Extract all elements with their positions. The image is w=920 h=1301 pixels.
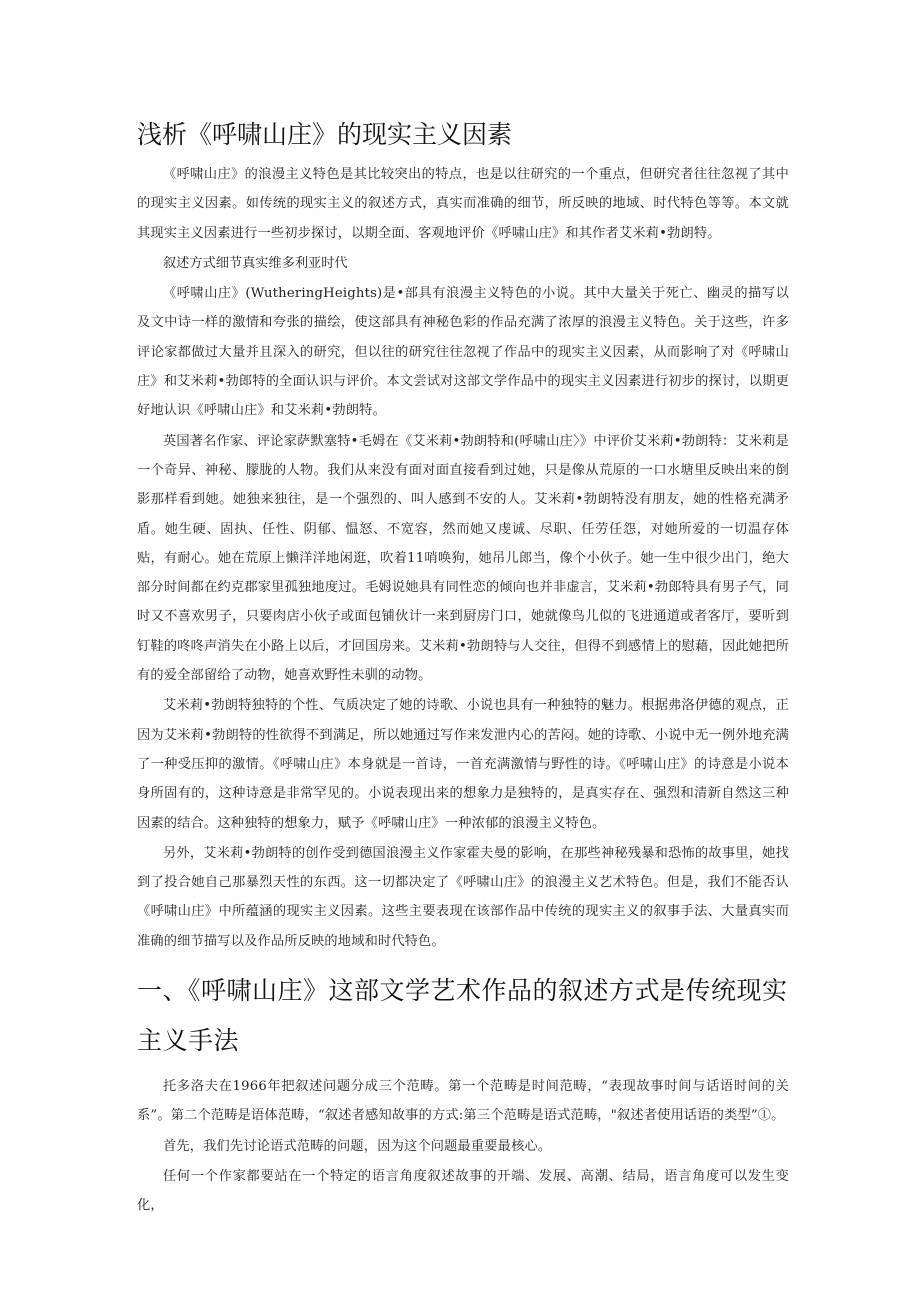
section-heading: 一、《呼啸山庄》这部文学艺术作品的叙述方式是传统现实主义手法 bbox=[137, 976, 788, 1056]
body-paragraph: 另外，艾米莉•勃朗特的创作受到德国浪漫主义作家霍夫曼的影响，在那些神秘残暴和恐怖的故事里，她找到了投合她自己那暴烈天性的东西。这一切都决定了《呼啸山庄》的浪漫主义艺术特色。但是，我们不能否认《呼啸山庄》中所蕴涵的现实主义因素。这些主要表现在该部作品中传统的现实主义的叙事手法、大量真实而准确的细节描写以及作品所反映的地域和时代特色。 bbox=[137, 845, 789, 949]
section-paragraph: 首先，我们先讨论语式范畴的问题，因为这个问题最重要最核心。 bbox=[163, 1138, 552, 1154]
body-paragraph: 《呼啸山庄》(WutheringHeights)是•部具有浪漫主义特色的小说。其中大量关于死亡、幽灵的描写以及文中诗一样的激情和夸张的描绘，使这部具有神秘色彩的作品充满了浓厚的浪漫主义特色。关于这些，许多评论家都做过大量并且深入的研究，但以往的研究往往忽视了作品中的现实主义因素，从而影响了对《呼啸山庄》和艾米莉•勃郎特的全面认识与评价。本文尝试对这部文学作品中的现实主义因素进行初步的探讨，以期更好地认识《呼啸山庄》和艾米莉•勃朗特。 bbox=[137, 286, 789, 419]
intro-paragraph: 《呼啸山庄》的浪漫主义特色是其比较突出的特点，也是以往研究的一个重点，但研究者往往忽视了其中的现实主义因素。如传统的现实主义的叙述方式，真实而准确的细节，所反映的地域、时代特色等等。本文就其现实主义因素进行一些初步探讨，以期全面、客观地评价《呼啸山庄》和其作者艾米莉•勃朗特。 bbox=[137, 167, 789, 241]
page-title: 浅析《呼啸山庄》的现实主义因素 bbox=[137, 120, 513, 149]
keywords-line: 叙述方式细节真实维多利亚时代 bbox=[163, 255, 348, 271]
document-body bbox=[137, 160, 789, 1222]
section-paragraph: 托多洛夫在1966年把叙述问题分成三个范畴。第一个范畴是时间范畴，“表现故事时间与话语时间的关系”。第二个范畴是语体范畴，“叙述者感知故事的方式:第三个范畴是语式范畴，"叙述者使用话语的类型”①。 bbox=[137, 1079, 789, 1124]
section-paragraph: 任何一个作家都要站在一个特定的语言角度叙述故事的开端、发展、高潮、结局，语言角度可以发生变化， bbox=[137, 1168, 789, 1214]
body-paragraph: 英国著名作家、评论家萨默塞特•毛姆在《艾米莉•勃朗特和(呼啸山庄〉》中评价艾米莉•勃朗特：艾米莉是一个奇异、神秘、朦胧的人物。我们从来没有面对面直接看到过她，只是像从荒原的一口水塘里反映出来的倒影那样看到她。她独来独往，是一个强烈的、叫人感到不安的人。艾米莉•勃朗特没有朋友，她的性格充满矛盾。她生硬、固执、任性、阴郁、愠怒、不宽容，然而她又虔诚、尽职、任劳任怨，对她所爱的一切温存体贴，有耐心。她在荒原上懒洋洋地闲逛，吹着11哨唤狗，她吊儿郎当，像个小伙子。她一生中很少出门，绝大部分时间都在约克郡家里孤独地度过。毛姆说她具有同性恋的倾向也并非虚言，艾米莉•勃郎特具有男子气，同时又不喜欢男子，只要肉店小伙子或面包铺伙计一来到厨房门口，她就像鸟儿似的飞进通道或者客厅，要听到钉鞋的咚咚声消失在小路上以后，才回国房来。艾米莉•勃朗特与人交往，但得不到感情上的慰藉，因此她把所有的爱全部留给了动物，她喜欢野性未驯的动物。 bbox=[137, 433, 789, 684]
body-paragraph: 艾米莉•勃朗特独特的个性、气质决定了她的诗歌、小说也具有一种独特的魅力。根据弗洛伊德的观点，正因为艾米莉•勃朗特的性欲得不到满足，所以她通过写作来发泄内心的苦闷。她的诗歌、小说中无一例外地充满了一种受压抑的激情。《呼啸山庄》本身就是一首诗，一首充满激情与野性的诗。《呼啸山庄》的诗意是小说本身所固有的，这种诗意是非常罕见的。小说表现出来的想象力是独特的，是真实存在、强烈和清新自然这三种因素的结合。这种独特的想象力，赋予《呼啸山庄》一种浓郁的浪漫主义特色。 bbox=[137, 698, 789, 831]
